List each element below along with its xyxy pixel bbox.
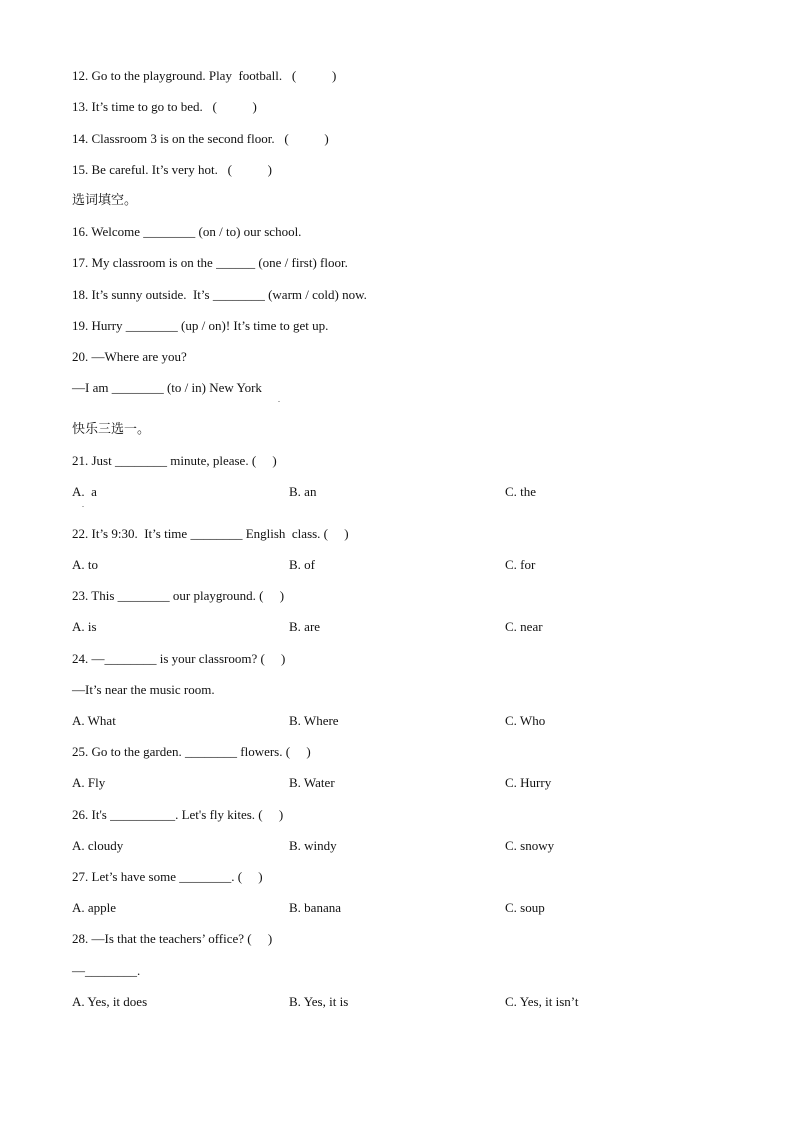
question-18: 18. It’s sunny outside. It’s ________ (warm / cold) now. [72,287,367,302]
option-27-a: A. apple [72,900,117,915]
question-14: 14. Classroom 3 is on the second floor. ( ) [72,131,329,146]
option-27-b: B. banana [289,900,341,915]
option-23-c: C. near [505,619,543,634]
option-26-b: B. windy [289,838,337,853]
question-28-reply: —________. [72,963,141,978]
option-22-a: A. to [72,557,98,572]
section-heading-fill: 选词填空。 [72,193,138,208]
question-12: 12. Go to the playground. Play football. ( ) [72,68,337,83]
question-24: 24. —________ is your classroom? ( ) [72,651,286,666]
question-23: 23. This ________ our playground. ( ) [72,588,285,603]
option-28-a: A. Yes, it does [72,994,148,1009]
question-26: 26. It's __________. Let's fly kites. ( ) [72,807,284,822]
question-13: 13. It’s time to go to bed. ( ) [72,99,257,114]
question-27: 27. Let’s have some ________. ( ) [72,869,263,884]
option-26-a: A. cloudy [72,838,124,853]
option-22-b: B. of [289,557,315,572]
option-25-c: C. Hurry [505,775,552,790]
question-20-answer: —I am ________ (to / in) New York [72,380,262,395]
option-23-a: A. is [72,619,97,634]
option-21-c: C. the [505,484,537,499]
option-23-b: B. are [289,619,321,634]
option-24-b: B. Where [289,713,339,728]
stray-dot: . [82,500,84,509]
option-24-a: A. What [72,713,116,728]
question-17: 17. My classroom is on the ______ (one / first) floor. [72,255,348,270]
option-28-b: B. Yes, it is [289,994,349,1009]
question-16: 16. Welcome ________ (on / to) our school. [72,224,302,239]
stray-dot: . [278,395,280,404]
section-heading-choice: 快乐三选一。 [72,422,151,437]
question-25: 25. Go to the garden. ________ flowers. ( ) [72,744,311,759]
question-19: 19. Hurry ________ (up / on)! It’s time to get up. [72,318,329,333]
option-21-a: A. a [72,484,97,499]
question-28: 28. —Is that the teachers’ office? ( ) [72,931,273,946]
option-25-b: B. Water [289,775,335,790]
question-15: 15. Be careful. It’s very hot. ( ) [72,162,273,177]
question-20: 20. —Where are you? [72,349,187,364]
question-22: 22. It’s 9:30. It’s time ________ English class. ( ) [72,526,349,541]
option-25-a: A. Fly [72,775,106,790]
option-26-c: C. snowy [505,838,555,853]
option-24-c: C. Who [505,713,546,728]
option-28-c: C. Yes, it isn’t [505,994,579,1009]
option-21-b: B. an [289,484,317,499]
option-22-c: C. for [505,557,536,572]
question-24-reply: —It’s near the music room. [72,682,215,697]
question-21: 21. Just ________ minute, please. ( ) [72,453,277,468]
option-27-c: C. soup [505,900,545,915]
